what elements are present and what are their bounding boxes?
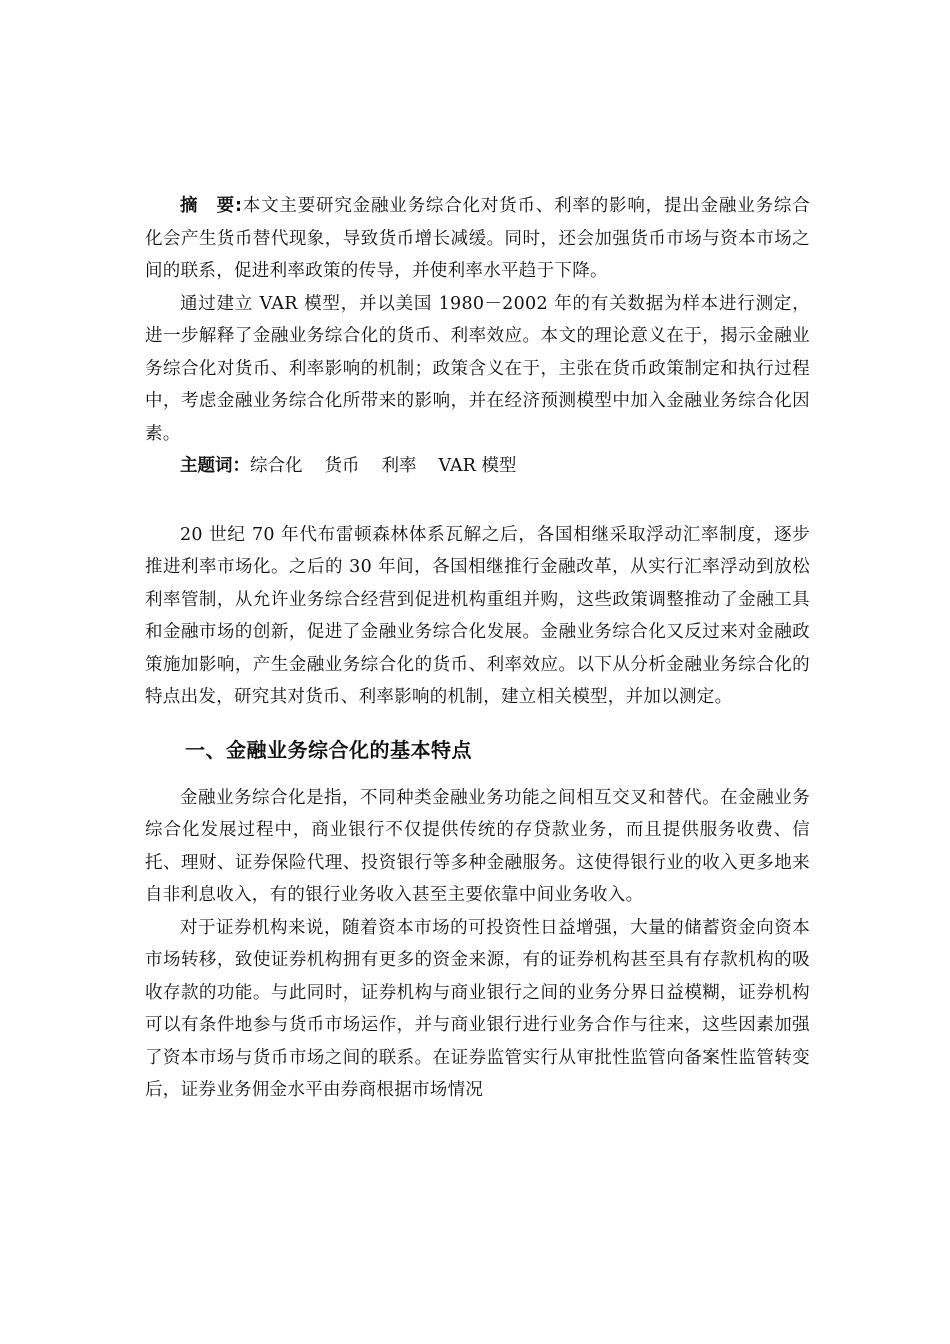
spacer [145, 483, 810, 519]
intro-paragraph: 20 世纪 70 年代布雷顿森林体系瓦解之后，各国相继采取浮动汇率制度，逐步推进利率市场化。之后的 30 年间，各国相继推行金融改革，从实行汇率浮动到放松利率管制，从允许业务综合经营到促进机构重组并购，这些政策调整推动了金融工具和金融市场的创新，促进了金融业务综合化发展。金融业务综合化又反过来对金融政策施加影响，产生金融业务综合化的货币、利率效应。以下从分析金融业务综合化的特点出发，研究其对货币、利率影响的机制，建立相关模型，并加以测定。 [145, 524, 810, 707]
abstract-paragraph [145, 190, 810, 288]
keyword-item: VAR 模型 [438, 456, 517, 476]
keywords-line [145, 450, 810, 483]
document-page [145, 190, 810, 1107]
section-paragraph-1: 金融业务综合化是指，不同种类金融业务功能之间相互交叉和替代。在金融业务综合化发展过程中，商业银行不仅提供传统的存贷款业务，而且提供服务收费、信托、理财、证券保险代理、投资银行等多种金融服务。这使得银行业的收入更多地来自非利息收入，有的银行业务收入甚至主要依靠中间业务收入。 [145, 787, 810, 905]
abstract-text: 本文主要研究金融业务综合化对货币、利率的影响，提出金融业务综合化会产生货币替代现象，导致货币增长减缓。同时，还会加强货币市场与资本市场之间的联系，促进利率政策的传导，并使利率水平趋于下降。 [145, 196, 810, 281]
section-paragraph-2: 对于证券机构来说，随着资本市场的可投资性日益增强，大量的储蓄资金向资本市场转移，致使证券机构拥有更多的资金来源，有的证券机构甚至具有存款机构的吸收存款的功能。与此同时，证券机构与商业银行之间的业务分界日益模糊，证券机构可以有条件地参与货币市场运作，并与商业银行进行业务合作与往来，这些因素加强了资本市场与货币市场之间的联系。在证券监管实行从审批性监管向备案性监管转变后，证券业务佣金水平由券商根据市场情况 [145, 917, 810, 1100]
abstract-paragraph-2: 通过建立 VAR 模型，并以美国 1980－2002 年的有关数据为样本进行测定，进一步解释了金融业务综合化的货币、利率效应。本文的理论意义在于，揭示金融业务综合化对货币、利率影响的机制；政策含义在于，主张在货币政策制定和执行过程中，考虑金融业务综合化所带来的影响，并在经济预测模型中加入金融业务综合化因素。 [145, 293, 810, 444]
keyword-item: 货币 [324, 456, 360, 476]
section-heading: 一、金融业务综合化的基本特点 [185, 737, 472, 762]
keywords-label: 主题词： [180, 456, 250, 476]
abstract-label: 摘 要: [180, 196, 243, 216]
keyword-item: 综合化 [250, 456, 303, 476]
keyword-item: 利率 [381, 456, 417, 476]
